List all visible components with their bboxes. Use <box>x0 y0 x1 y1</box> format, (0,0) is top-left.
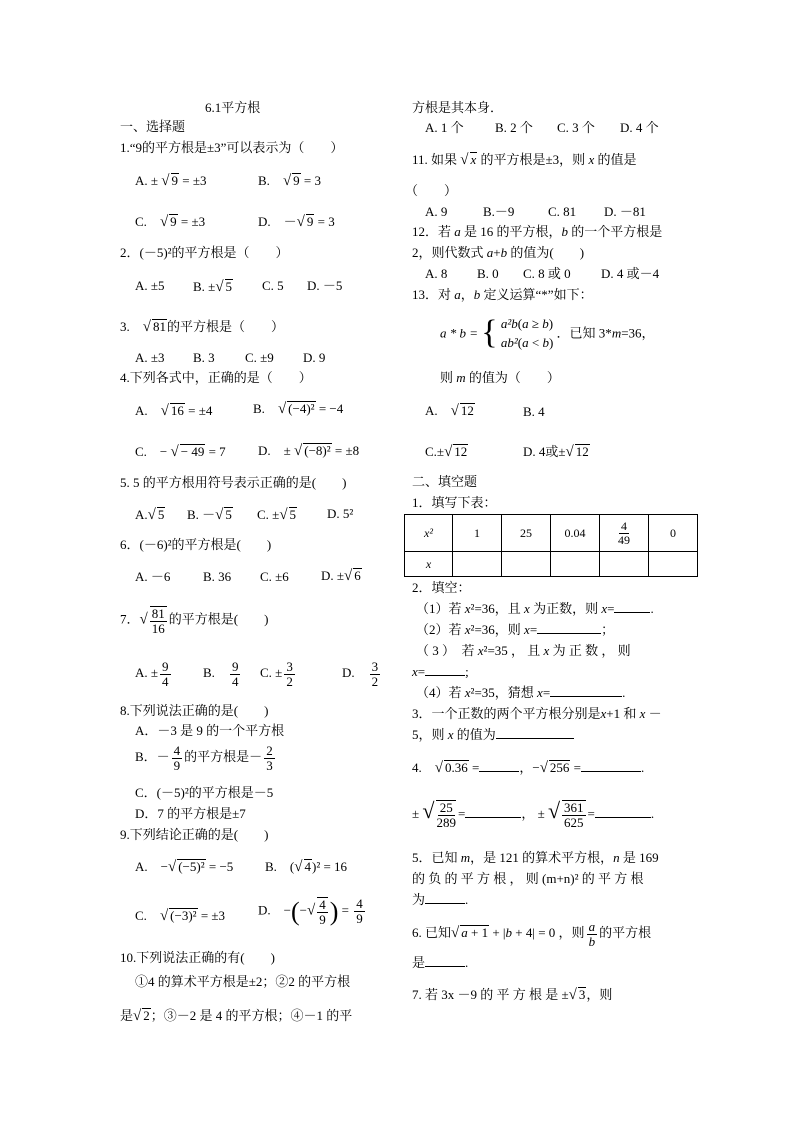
q10-line1: ①4 的算术平方根是±2；②2 的平方根 <box>135 974 351 989</box>
table-cell-input[interactable] <box>453 552 502 577</box>
q7-option-b[interactable]: B. $\frac{9}{4}$ <box>203 659 239 689</box>
q6-option-a[interactable]: A. －6 <box>135 569 171 584</box>
f2-blank-1[interactable] <box>614 601 650 613</box>
q5-stem: 5. 5 的平方根用符号表示正确的是( ) <box>120 475 347 490</box>
f2-blank-4[interactable] <box>550 685 622 697</box>
q10-line3: 方根是其本身． <box>412 100 504 115</box>
q12-option-d[interactable]: D. 4 或－4 <box>601 266 660 281</box>
q2-option-d[interactable]: D. －5 <box>307 278 343 293</box>
q8-option-a[interactable]: A．－3 是 9 的一个平方根 <box>135 723 285 738</box>
q5-option-d[interactable]: D. 5² <box>327 506 354 521</box>
q7-option-d[interactable]: D. $\frac{3}{2}$ <box>342 659 379 689</box>
q4-option-c[interactable]: C. − √ − 49 = 7 <box>135 444 226 460</box>
q4-option-d[interactable]: D. ± √ (−8)² = ±8 <box>258 443 360 459</box>
q12-line1: 12．若 a 是 16 的平方根，b 的一个平方根是 <box>412 224 663 239</box>
f3-blank[interactable] <box>496 727 574 739</box>
q8-option-c[interactable]: C．(－5)²的平方根是－5 <box>135 785 274 800</box>
table-cell: 1 <box>453 515 502 552</box>
table-cell: x² <box>405 515 453 552</box>
q8-stem: 8.下列说法正确的是( ) <box>120 703 269 718</box>
q9-stem: 9.下列结论正确的是( ) <box>120 827 269 842</box>
q6-option-b[interactable]: B. 36 <box>203 569 232 584</box>
q11-paren: （ ） <box>405 183 458 198</box>
f4-line1: 4. √ 0.36 = ，−√ 256 = . <box>412 760 645 776</box>
q9-option-d[interactable]: D. −(−√ $\frac{4}{9}$ ) = $\frac{4}{9}$ <box>258 896 363 927</box>
f6-blank[interactable] <box>425 955 465 967</box>
q5-option-a[interactable]: A.√ 5 <box>135 507 165 523</box>
q7-option-c[interactable]: C. ± $\frac{3}{2}$ <box>260 659 293 689</box>
q8-option-d[interactable]: D．7 的平方根是±7 <box>135 806 246 821</box>
table-cell: 0 <box>649 515 698 552</box>
table-row <box>405 515 698 552</box>
q2-option-c[interactable]: C. 5 <box>262 278 284 293</box>
q3-stem: 3. √ 81的平方根是（ ） <box>120 319 285 335</box>
section-fill-heading: 二、填空题 <box>412 474 478 489</box>
f6-line2: 是 . <box>412 955 469 970</box>
q2-option-b[interactable]: B. ±√ 5 <box>193 279 233 295</box>
f4-blank-2[interactable] <box>581 760 641 772</box>
q5-option-c[interactable]: C. ±√ 5 <box>257 507 297 523</box>
q10-option-d[interactable]: D. 4 个 <box>620 120 659 135</box>
f1-stem: 1．填写下表： <box>412 495 497 510</box>
q13-definition: a * b = { a²b(a ≥ b) ab²(a < b) ．已知 3*m=36， <box>440 314 655 351</box>
q1-option-c[interactable]: C. √ 9 = ±3 <box>135 214 206 230</box>
section-choice-heading: 一、选择题 <box>120 119 186 134</box>
q4-stem: 4.下列各式中，正确的是（ ） <box>120 370 312 385</box>
q3-option-d[interactable]: D. 9 <box>303 350 326 365</box>
page-title: 6.1平方根 <box>205 100 261 115</box>
q10-option-a[interactable]: A. 1 个 <box>425 120 464 135</box>
q12-line2: 2，则代数式 a+b 的值为( ) <box>412 245 585 260</box>
f5-line3: 为 . <box>412 892 469 907</box>
q1-option-d[interactable]: D. －√ 9 = 3 <box>258 214 335 230</box>
q1-stem: 1.“9的平方根是±3”可以表示为（ ） <box>120 140 344 155</box>
f2-line3: （ 3 ） 若 x²=35 ， 且 x 为 正 数 ， 则 <box>416 643 631 658</box>
table-cell: x <box>405 552 453 577</box>
table-cell-input[interactable] <box>649 552 698 577</box>
q11-option-b[interactable]: B.－9 <box>483 204 515 219</box>
f2-line1: （1）若 x²=36，且 x 为正数，则 x= . <box>416 601 654 616</box>
q10-option-c[interactable]: C. 3 个 <box>557 120 595 135</box>
f2-stem: 2．填空： <box>412 580 471 595</box>
q3-option-b[interactable]: B. 3 <box>193 350 215 365</box>
q11-option-d[interactable]: D. －81 <box>604 204 646 219</box>
q8-option-b[interactable]: B．－ $\frac{4}{9}$ 的平方根是－ $\frac{2}{3}$ <box>135 743 273 773</box>
q4-option-b[interactable]: B. √ (−4)² = −4 <box>253 401 344 417</box>
f4-blank-3[interactable] <box>465 806 521 818</box>
q3-option-c[interactable]: C. ±9 <box>245 350 274 365</box>
q10-option-b[interactable]: B. 2 个 <box>495 120 533 135</box>
f7-line1: 7. 若 3x －9 的 平 方 根 是 ±√ 3，则 <box>412 987 613 1003</box>
table-cell-input[interactable] <box>600 552 649 577</box>
q3-option-a[interactable]: A. ±3 <box>135 350 165 365</box>
f5-blank[interactable] <box>425 892 465 904</box>
f2-line2: （2）若 x²=36，则 x= ； <box>416 622 615 637</box>
q7-stem: 7．√ $\frac{81}{16}$ 的平方根是( ) <box>120 606 269 636</box>
f6-line1: 6. 已知√ a + 1 + |b + 4| = 0 ，则 $\frac{a}{b}$ 的平方根 <box>412 919 652 949</box>
f3-line2: 5，则 x 的值为 <box>412 727 574 743</box>
table-cell-input[interactable] <box>551 552 600 577</box>
q7-option-a[interactable]: A. ± $\frac{9}{4}$ <box>135 659 169 689</box>
q9-option-c[interactable]: C. √ (−3)² = ±3 <box>135 908 226 924</box>
q6-stem: 6．(－6)²的平方根是( ) <box>120 537 272 552</box>
q12-option-a[interactable]: A. 8 <box>425 266 448 281</box>
q13-line1: 13．对 a，b 定义运算“*”如下： <box>412 287 593 302</box>
q11-option-c[interactable]: C. 81 <box>548 204 577 219</box>
q1-option-a[interactable]: A. ± √ 9 = ±3 <box>135 173 207 189</box>
q1-option-b[interactable]: B. √ 9 = 3 <box>258 173 322 189</box>
q13-option-b[interactable]: B. 4 <box>523 404 545 419</box>
q13-option-c[interactable]: C.±√ 12 <box>425 444 468 460</box>
f2-blank-2[interactable] <box>537 622 601 634</box>
f2-line4: （4）若 x²=35，猜想 x= . <box>416 685 626 700</box>
q6-option-c[interactable]: C. ±6 <box>260 569 289 584</box>
f3-line1: 3．一个正数的两个平方根分别是x+1 和 x － <box>412 706 662 721</box>
f2-line3b: x= ; <box>412 664 469 679</box>
q13-option-a[interactable]: A. √ 12 <box>425 403 474 419</box>
f2-blank-3[interactable] <box>425 664 465 676</box>
table-cell: 0.04 <box>551 515 600 552</box>
q9-option-b[interactable]: B. (√ 4)² = 16 <box>265 859 348 875</box>
table-cell-input[interactable] <box>502 552 551 577</box>
table-cell: $\frac{4}{49}$ <box>600 515 649 552</box>
q2-option-a[interactable]: A. ±5 <box>135 278 165 293</box>
q9-option-a[interactable]: A. −√ (−5)² = −5 <box>135 859 234 875</box>
q12-option-c[interactable]: C. 8 或 0 <box>523 266 571 281</box>
q5-option-b[interactable]: B. －√ 5 <box>187 507 232 523</box>
q4-option-a[interactable]: A. √ 16 = ±4 <box>135 403 213 419</box>
q12-option-b[interactable]: B. 0 <box>477 266 499 281</box>
table-row <box>405 552 698 577</box>
f4-line2: ± √ $\frac{25}{289}$ = ， ± √ $\frac{361}{625}$ = . <box>412 798 655 831</box>
q11-option-a[interactable]: A. 9 <box>425 204 448 219</box>
fill-table <box>404 514 698 577</box>
f5-line1: 5．已知 m，是 121 的算术平方根，n 是 169 <box>412 850 659 865</box>
q6-option-d[interactable]: D. ±√ 6 <box>321 568 361 584</box>
table-cell: 25 <box>502 515 551 552</box>
f5-line2: 的 负 的 平 方 根 ， 则 (m+n)² 的 平 方 根 <box>412 871 644 886</box>
q10-line2: 是√ 2；③－2 是 4 的平方根；④－1 的平 <box>120 1008 353 1024</box>
q13-line3: 则 m 的值为（ ） <box>440 370 560 385</box>
f4-blank-4[interactable] <box>595 806 651 818</box>
q10-stem: 10.下列说法正确的有( ) <box>120 950 275 965</box>
q11-stem: 11. 如果 √ x 的平方根是±3，则 x 的值是 <box>412 152 637 168</box>
q13-option-d[interactable]: D. 4或±√ 12 <box>523 444 589 460</box>
f4-blank-1[interactable] <box>479 760 519 772</box>
q2-stem: 2．(－5)²的平方根是（ ） <box>120 245 289 260</box>
